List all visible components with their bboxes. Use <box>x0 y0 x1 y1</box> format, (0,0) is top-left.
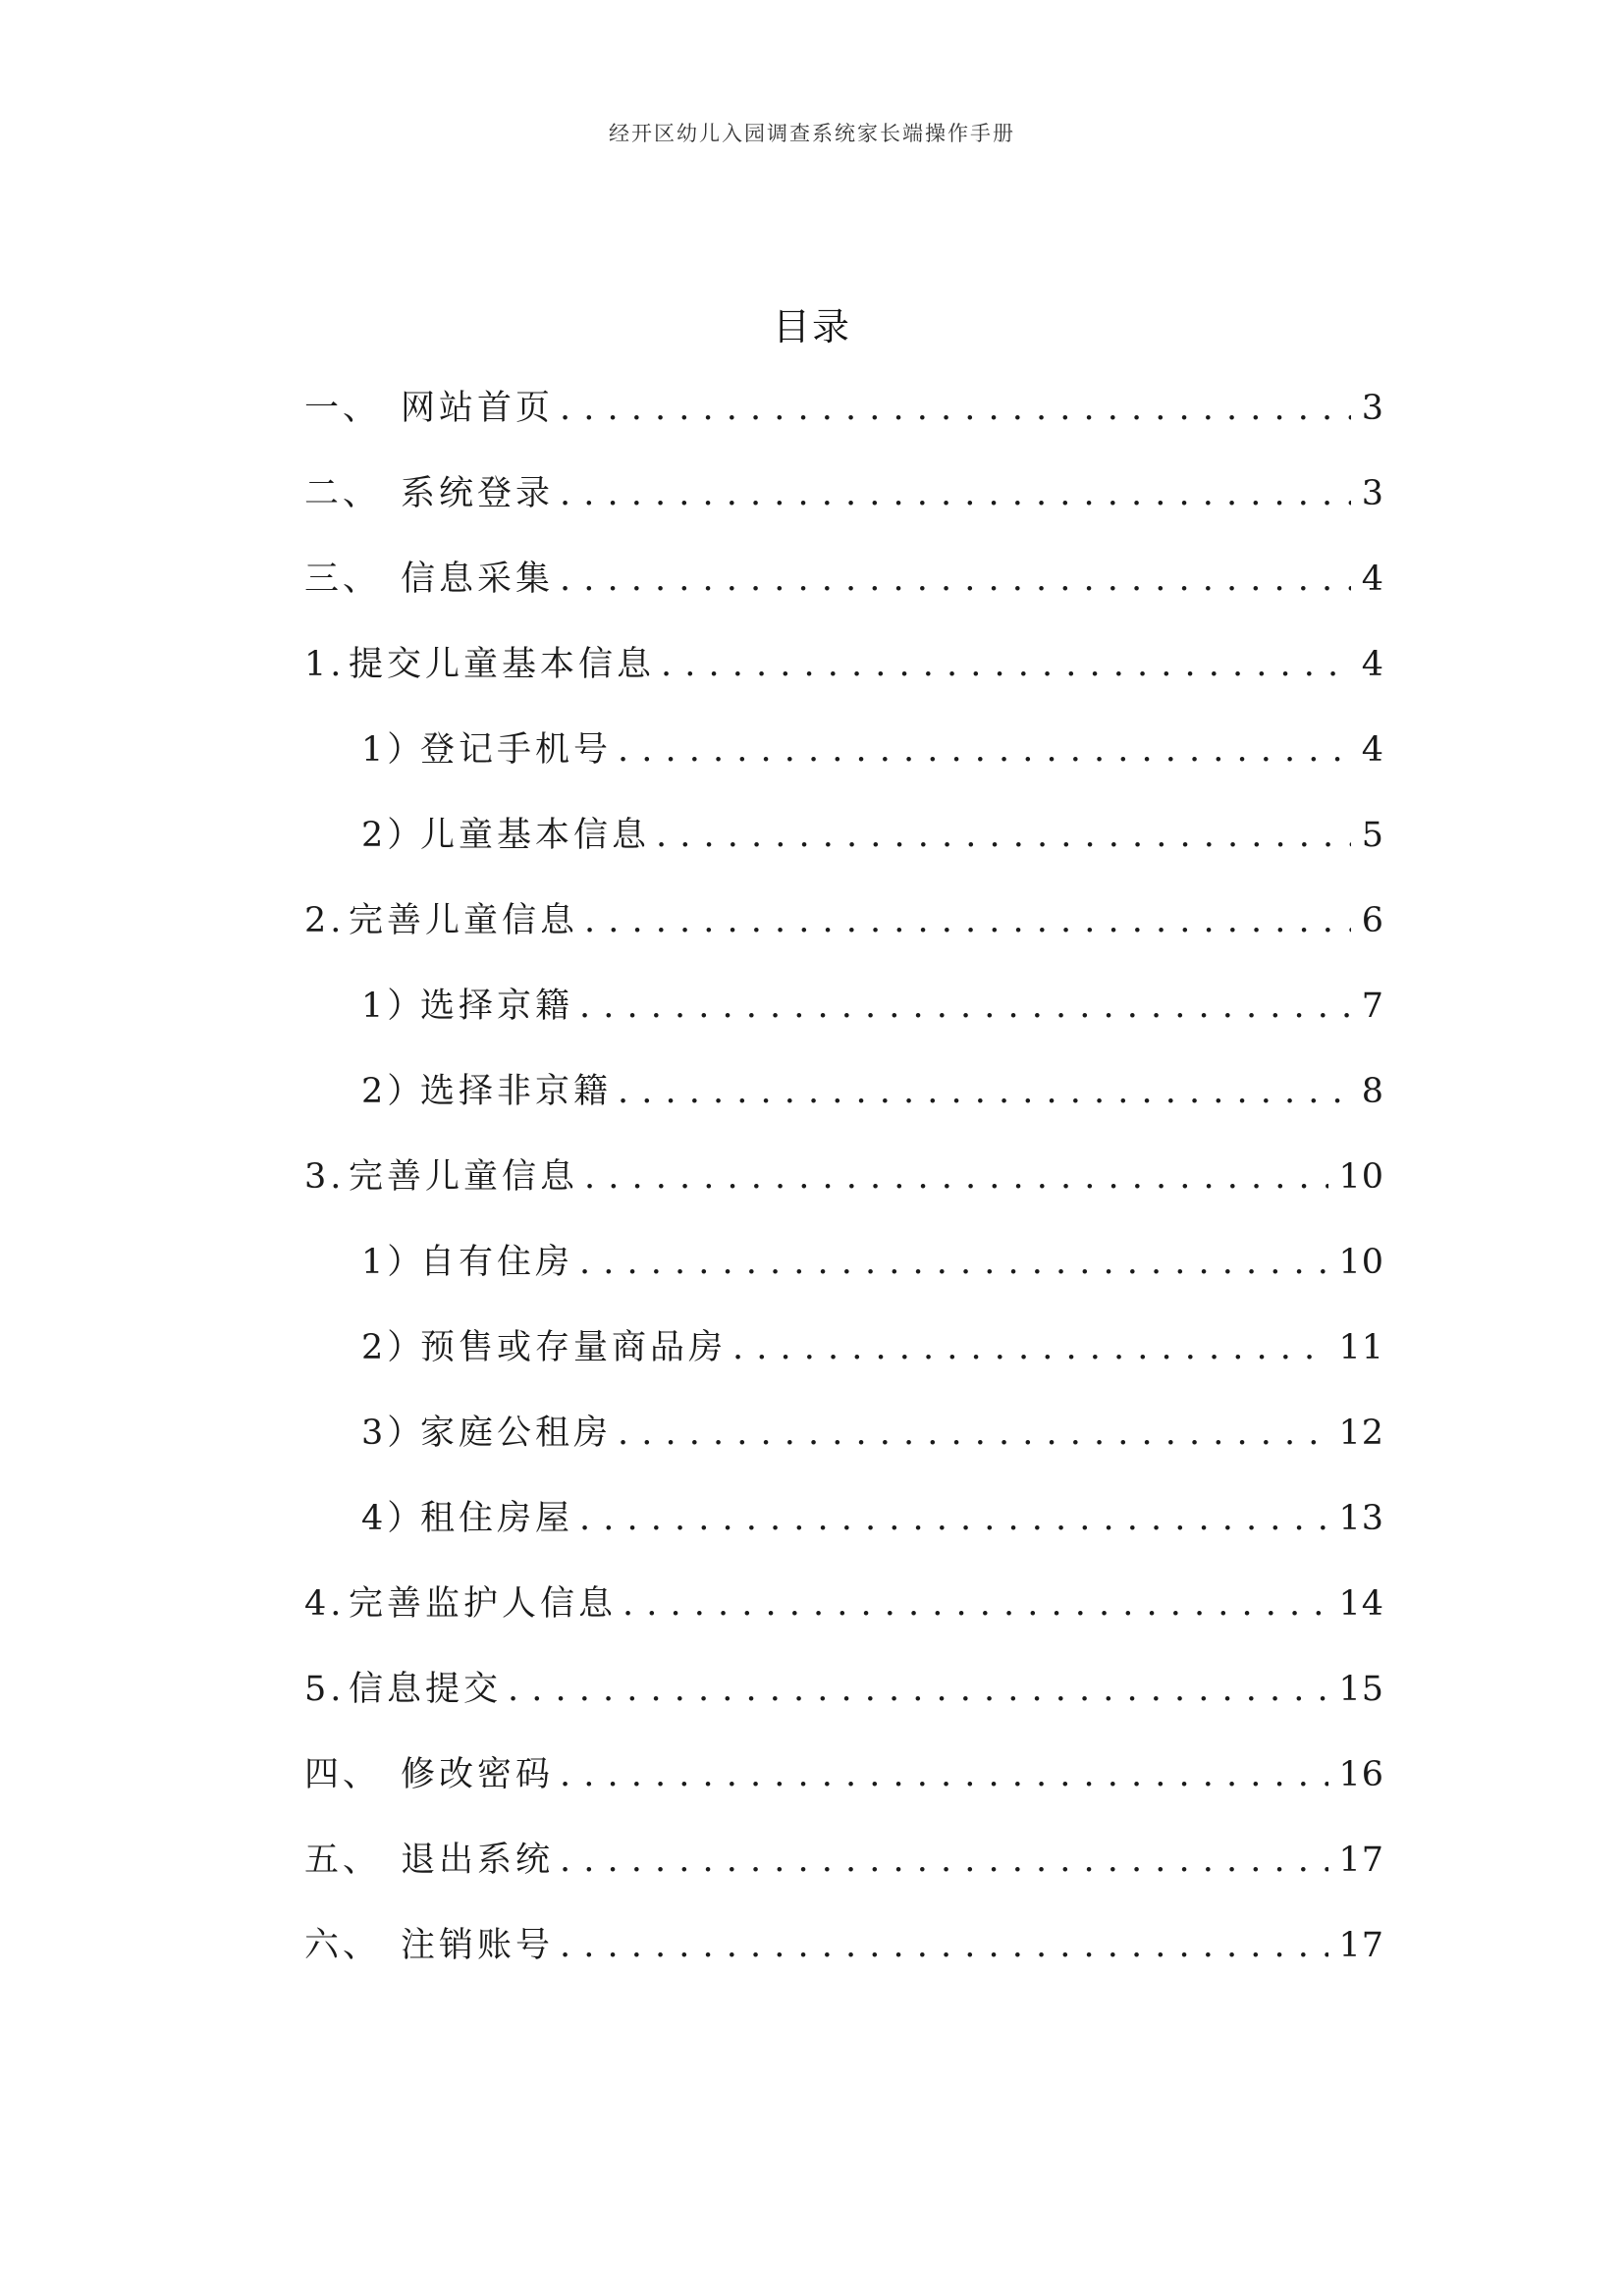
toc-dot-leader <box>560 464 1351 523</box>
toc-dot-leader <box>661 635 1351 694</box>
toc-entry[interactable] <box>304 550 1384 635</box>
toc-dot-leader <box>623 1575 1328 1633</box>
toc-entry-number: 四、 <box>304 1755 382 1794</box>
toc-dot-leader <box>560 550 1351 609</box>
toc-entry-title: 网站首页 <box>401 389 555 428</box>
toc-entry-page-number: 5 <box>1361 816 1384 855</box>
toc-entry[interactable] <box>304 1916 1384 2002</box>
toc-entry-title: 退出系统 <box>401 1841 555 1880</box>
toc-entry-page-number: 14 <box>1338 1584 1384 1624</box>
toc-entry-number: 2. <box>304 901 346 940</box>
toc-entry-number: 2） <box>361 1072 426 1111</box>
toc-entry-number: 4） <box>361 1499 426 1538</box>
toc-entry-page-number: 7 <box>1361 987 1384 1026</box>
toc-dot-leader <box>656 806 1351 865</box>
toc-entry-page-number: 16 <box>1338 1755 1384 1794</box>
toc-entry-title: 注销账号 <box>401 1926 555 1965</box>
toc-entry-number: 2） <box>361 816 426 855</box>
toc-entry-title: 信息采集 <box>401 560 555 599</box>
toc-entry-page-number: 17 <box>1338 1841 1384 1880</box>
toc-dot-leader <box>579 1233 1328 1292</box>
toc-entry-page-number: 3 <box>1361 389 1384 428</box>
toc-entry-number: 1） <box>361 987 426 1026</box>
toc-entry[interactable] <box>304 806 1384 891</box>
toc-entry-number: 六、 <box>304 1926 382 1965</box>
toc-dot-leader <box>584 1148 1328 1206</box>
toc-entry-page-number: 4 <box>1361 730 1384 770</box>
toc-entry[interactable] <box>304 1745 1384 1831</box>
toc-dot-leader <box>579 1489 1328 1548</box>
toc-dot-leader <box>618 1404 1328 1463</box>
toc-entry-page-number: 13 <box>1338 1499 1384 1538</box>
toc-entry-title: 家庭公租房 <box>420 1414 613 1453</box>
toc-entry[interactable] <box>304 464 1384 550</box>
toc-entry-number: 2） <box>361 1328 426 1367</box>
toc-entry-number: 1） <box>361 730 426 770</box>
toc-dot-leader <box>618 721 1351 779</box>
toc-entry[interactable] <box>304 1148 1384 1233</box>
toc-entry-title: 儿童基本信息 <box>420 816 651 855</box>
toc-entry[interactable] <box>304 635 1384 721</box>
toc-title: 目录 <box>772 305 851 348</box>
toc-entry-page-number: 4 <box>1361 560 1384 599</box>
toc-entry-title: 选择非京籍 <box>420 1072 613 1111</box>
toc-entry-page-number: 8 <box>1361 1072 1384 1111</box>
toc-entry-number: 五、 <box>304 1841 382 1880</box>
toc-entry-page-number: 15 <box>1338 1670 1384 1709</box>
toc-entry[interactable] <box>304 1318 1384 1404</box>
toc-entry-page-number: 17 <box>1338 1926 1384 1965</box>
toc-entry-page-number: 10 <box>1338 1157 1384 1197</box>
toc-entry-page-number: 11 <box>1338 1328 1384 1367</box>
toc-entry-title: 租住房屋 <box>420 1499 574 1538</box>
toc-entry-title: 登记手机号 <box>420 730 613 770</box>
toc-entry[interactable] <box>304 1575 1384 1660</box>
toc-entry-number: 三、 <box>304 560 382 599</box>
toc-entry-title: 信息提交 <box>349 1670 503 1709</box>
toc-entry[interactable] <box>304 891 1384 977</box>
toc-entry[interactable] <box>304 1489 1384 1575</box>
toc-entry-title: 系统登录 <box>401 474 555 513</box>
toc-entry-page-number: 6 <box>1361 901 1384 940</box>
table-of-contents <box>304 379 1384 2002</box>
toc-dot-leader <box>560 1916 1328 1975</box>
toc-entry[interactable] <box>304 1233 1384 1318</box>
toc-entry-page-number: 3 <box>1361 474 1384 513</box>
toc-entry[interactable] <box>304 379 1384 464</box>
toc-entry[interactable] <box>304 977 1384 1062</box>
toc-entry-number: 3） <box>361 1414 426 1453</box>
toc-entry-title: 提交儿童基本信息 <box>349 645 656 684</box>
toc-dot-leader <box>584 891 1351 950</box>
toc-entry[interactable] <box>304 1404 1384 1489</box>
toc-dot-leader <box>579 977 1351 1036</box>
toc-entry-title: 修改密码 <box>401 1755 555 1794</box>
toc-entry-number: 二、 <box>304 474 382 513</box>
toc-dot-leader <box>560 1831 1328 1890</box>
toc-entry[interactable] <box>304 721 1384 806</box>
toc-dot-leader <box>560 379 1351 438</box>
toc-entry-title: 预售或存量商品房 <box>420 1328 728 1367</box>
toc-entry-title: 完善监护人信息 <box>349 1584 618 1624</box>
toc-entry-number: 一、 <box>304 389 382 428</box>
toc-entry-number: 1） <box>361 1243 426 1282</box>
toc-entry[interactable] <box>304 1062 1384 1148</box>
running-header: 经开区幼儿入园调查系统家长端操作手册 <box>609 122 1015 145</box>
toc-entry-number: 4. <box>304 1584 346 1624</box>
toc-entry-title: 完善儿童信息 <box>349 901 579 940</box>
toc-entry-title: 选择京籍 <box>420 987 574 1026</box>
toc-entry-page-number: 4 <box>1361 645 1384 684</box>
toc-entry-number: 5. <box>304 1670 346 1709</box>
toc-entry-page-number: 10 <box>1338 1243 1384 1282</box>
toc-dot-leader <box>732 1318 1328 1377</box>
toc-entry-page-number: 12 <box>1338 1414 1384 1453</box>
toc-dot-leader <box>508 1660 1328 1719</box>
toc-entry[interactable] <box>304 1831 1384 1916</box>
toc-entry-title: 完善儿童信息 <box>349 1157 579 1197</box>
toc-dot-leader <box>560 1745 1328 1804</box>
toc-entry-number: 1. <box>304 645 346 684</box>
toc-dot-leader <box>618 1062 1351 1121</box>
toc-entry-number: 3. <box>304 1157 346 1197</box>
toc-entry[interactable] <box>304 1660 1384 1745</box>
toc-entry-title: 自有住房 <box>420 1243 574 1282</box>
